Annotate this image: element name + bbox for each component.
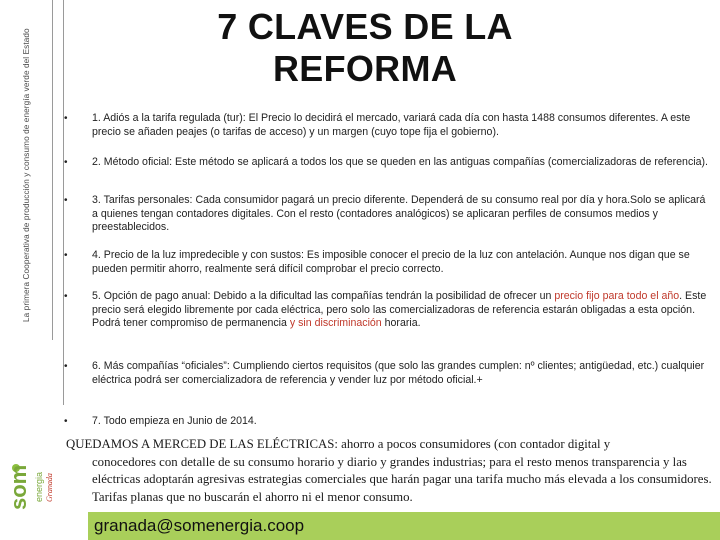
bullet-dot: • [64, 195, 68, 206]
bullet-dot: • [64, 291, 68, 302]
bullet-text: 4. Precio de la luz impredecible y con sustos: Es imposible conocer el precio de la luz con antelación. Aunque nos digan que se pueden permitir ahorro, realmente será difícil comprobar el precio correcto. [92, 249, 690, 275]
highlight-text: y sin discriminación [289, 317, 382, 330]
logo-granada-text: Granada [45, 473, 54, 502]
summary-paragraph [66, 436, 716, 510]
logo-energia-text: energia [34, 471, 44, 502]
bullet-dot: • [64, 250, 68, 261]
som-energia-logo [4, 460, 52, 516]
bullet-item [64, 415, 257, 429]
divider-line [52, 0, 53, 340]
bullet-text: 1. Adiós a la tarifa regulada (tur): [92, 112, 249, 124]
bullet-dot: • [64, 157, 68, 168]
bullet-text: . Este precio será elegido libremente por cada eléctrica, pero solo las comercializadoras de referencia estarán obligadas a esta opción. Podrá tener compromiso de permanencia [92, 290, 707, 330]
highlight-text: precio fijo para todo el año [554, 290, 680, 302]
bullet-dot: • [64, 361, 68, 372]
bullet-item [64, 249, 710, 276]
email-link[interactable]: granada@somenergia.coop [94, 516, 305, 535]
bullet-text: 7. Todo empieza en Junio de 2014. [92, 415, 257, 427]
bullet-text: 3. Tarifas personales: Cada consumidor pagará un precio diferente. Dependerá de su consumo real por día y hora.Solo se aplicará a quienes tengan contadores digitales. Con el resto (contadores analógicos) se aplicaran perfiles de consumos medios y preestablecidos. [92, 194, 706, 234]
bullet-text: 6. Más compañías “oficiales”: Cumpliendo ciertos requisitos (que solo las grandes cumplen: nº clientes; antigüedad, etc.) cualquier eléctrica podrá ser comercializadora de referencia y vender luz por método oficial.+ [92, 360, 705, 386]
bullet-item [64, 290, 710, 331]
bullet-item [64, 156, 708, 170]
bullet-item [64, 112, 710, 139]
email-banner [88, 512, 720, 540]
bullet-text: El Precio lo decidirá el mercado, variará cada día con hasta 1488 consumos diferentes. A este precio se añaden peajes (o tarifas de acceso) y un margen (cuyo tope fija el gobierno). [92, 112, 691, 138]
bullet-text: 5. Opción de pago anual: Debido a la dificultad las compañías tendrán la posibilidad de ofrecer un [92, 290, 555, 302]
bullet-dot: • [64, 416, 68, 427]
bullet-item [64, 194, 710, 235]
bullet-text: horaria. [381, 317, 421, 330]
bullet-item [64, 360, 710, 387]
logo-som-text: som [6, 464, 31, 510]
summary-rest: conocedores con detalle de su consumo horario y diario y grandes industrias; para el resto menos transparencia y las eléctricas adoptarán agresivas estrategias comerciales que harán pagar una tarifa mucho más elevada a los consumidores. Tarifas planas que no buscarán el ahorro ni el menor consumo. [92, 454, 712, 504]
summary-lead: QUEDAMOS A MERCED DE LAS ELÉCTRICAS: ahorro a pocos consumidores (con contador digital y [66, 437, 611, 451]
bullet-text: 2. Método oficial: Este método se aplicará a todos los que se queden en las antiguas compañías (comercializadoras de referencia). [92, 156, 708, 168]
page-title: 7 CLAVES DE LA REFORMA [217, 6, 513, 89]
bullet-dot: • [64, 113, 68, 124]
sidebar-tagline: La primera Cooperativa de producción y consumo de energía verde del Estado [22, 28, 31, 322]
